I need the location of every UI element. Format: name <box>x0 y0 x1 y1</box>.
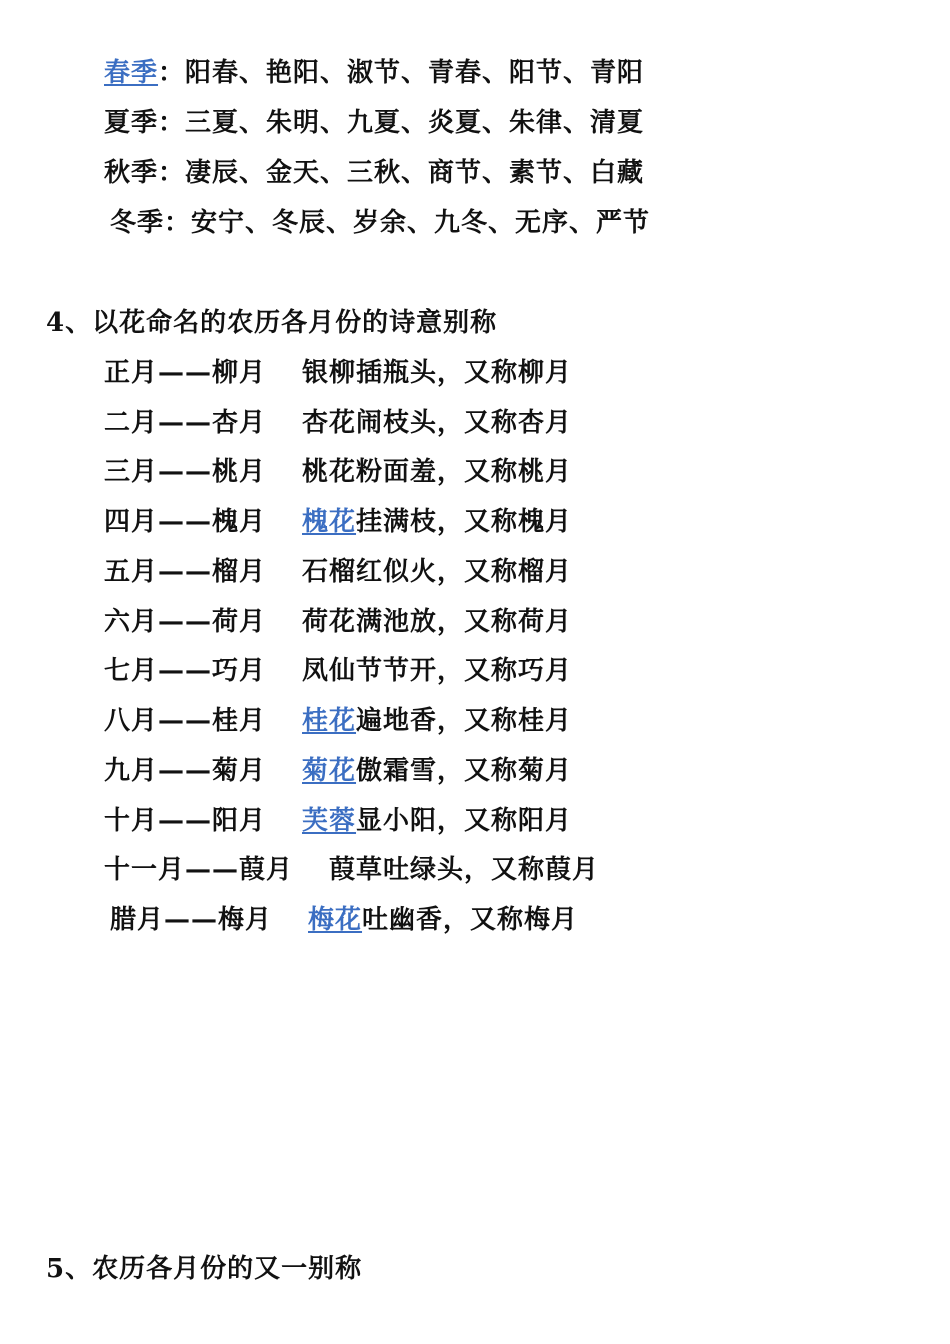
month-row <box>104 457 572 487</box>
flower-link[interactable]: 桂花 <box>302 706 357 736</box>
month-row <box>104 855 599 885</box>
month-name: 八月——桂月 <box>104 706 267 736</box>
month-verse: 石榴红似火，又称榴月 <box>302 557 573 587</box>
season-line-winter <box>110 208 650 238</box>
month-name: 正月——柳月 <box>104 358 267 388</box>
month-verse: 遍地香，又称桂月 <box>356 706 573 736</box>
month-row <box>104 507 572 537</box>
season-names: 阳春、艳阳、淑节、青春、阳节、青阳 <box>185 58 645 88</box>
month-row <box>104 656 572 686</box>
month-name: 四月——槐月 <box>104 507 267 537</box>
month-verse: 桃花粉面羞，又称桃月 <box>302 457 573 487</box>
season-label: 冬季 <box>110 208 165 238</box>
month-verse: 荷花满池放，又称荷月 <box>302 607 573 637</box>
month-verse: 显小阳，又称阳月 <box>356 806 573 836</box>
month-verse: 挂满枝，又称槐月 <box>356 507 573 537</box>
month-name: 十月——阳月 <box>104 806 267 836</box>
month-verse: 吐幽香，又称梅月 <box>362 905 579 935</box>
month-name: 十一月——葭月 <box>104 855 294 885</box>
flower-link[interactable]: 梅花 <box>308 905 363 935</box>
month-row <box>110 905 578 935</box>
season-separator: ： <box>164 208 192 238</box>
season-separator: ： <box>158 158 186 188</box>
month-name: 二月——杏月 <box>104 408 267 438</box>
season-line-spring <box>104 58 644 88</box>
month-verse: 银柳插瓶头，又称柳月 <box>302 358 573 388</box>
month-name: 九月——菊月 <box>104 756 267 786</box>
month-row <box>104 806 572 836</box>
month-name: 三月——桃月 <box>104 457 267 487</box>
month-row <box>104 408 572 438</box>
flower-link[interactable]: 槐花 <box>302 507 357 537</box>
season-names: 安宁、冬辰、岁余、九冬、无序、严节 <box>191 208 651 238</box>
section-5-heading: 5、农历各月份的又一别称 <box>46 1254 363 1284</box>
season-names: 凄辰、金天、三秋、商节、素节、白藏 <box>185 158 645 188</box>
month-row <box>104 557 572 587</box>
month-verse: 葭草吐绿头，又称葭月 <box>329 855 600 885</box>
month-name: 腊月——梅月 <box>110 905 273 935</box>
month-row <box>104 358 572 388</box>
season-label-link[interactable]: 春季 <box>104 58 159 88</box>
season-line-summer <box>104 108 644 138</box>
month-row <box>104 607 572 637</box>
season-separator: ： <box>158 108 186 138</box>
month-verse: 傲霜雪，又称菊月 <box>356 756 573 786</box>
flower-link[interactable]: 芙蓉 <box>302 806 357 836</box>
month-name: 六月——荷月 <box>104 607 267 637</box>
section-4-heading: 4、以花命名的农历各月份的诗意别称 <box>46 308 498 338</box>
season-names: 三夏、朱明、九夏、炎夏、朱律、清夏 <box>185 108 645 138</box>
month-row <box>104 756 572 786</box>
month-verse: 杏花闹枝头，又称杏月 <box>302 408 573 438</box>
season-label: 秋季 <box>104 158 159 188</box>
season-label: 夏季 <box>104 108 159 138</box>
season-line-autumn <box>104 158 644 188</box>
month-row <box>104 706 572 736</box>
month-name: 五月——榴月 <box>104 557 267 587</box>
flower-link[interactable]: 菊花 <box>302 756 357 786</box>
season-separator: ： <box>158 58 186 88</box>
month-name: 七月——巧月 <box>104 656 267 686</box>
month-verse: 凤仙节节开，又称巧月 <box>302 656 573 686</box>
